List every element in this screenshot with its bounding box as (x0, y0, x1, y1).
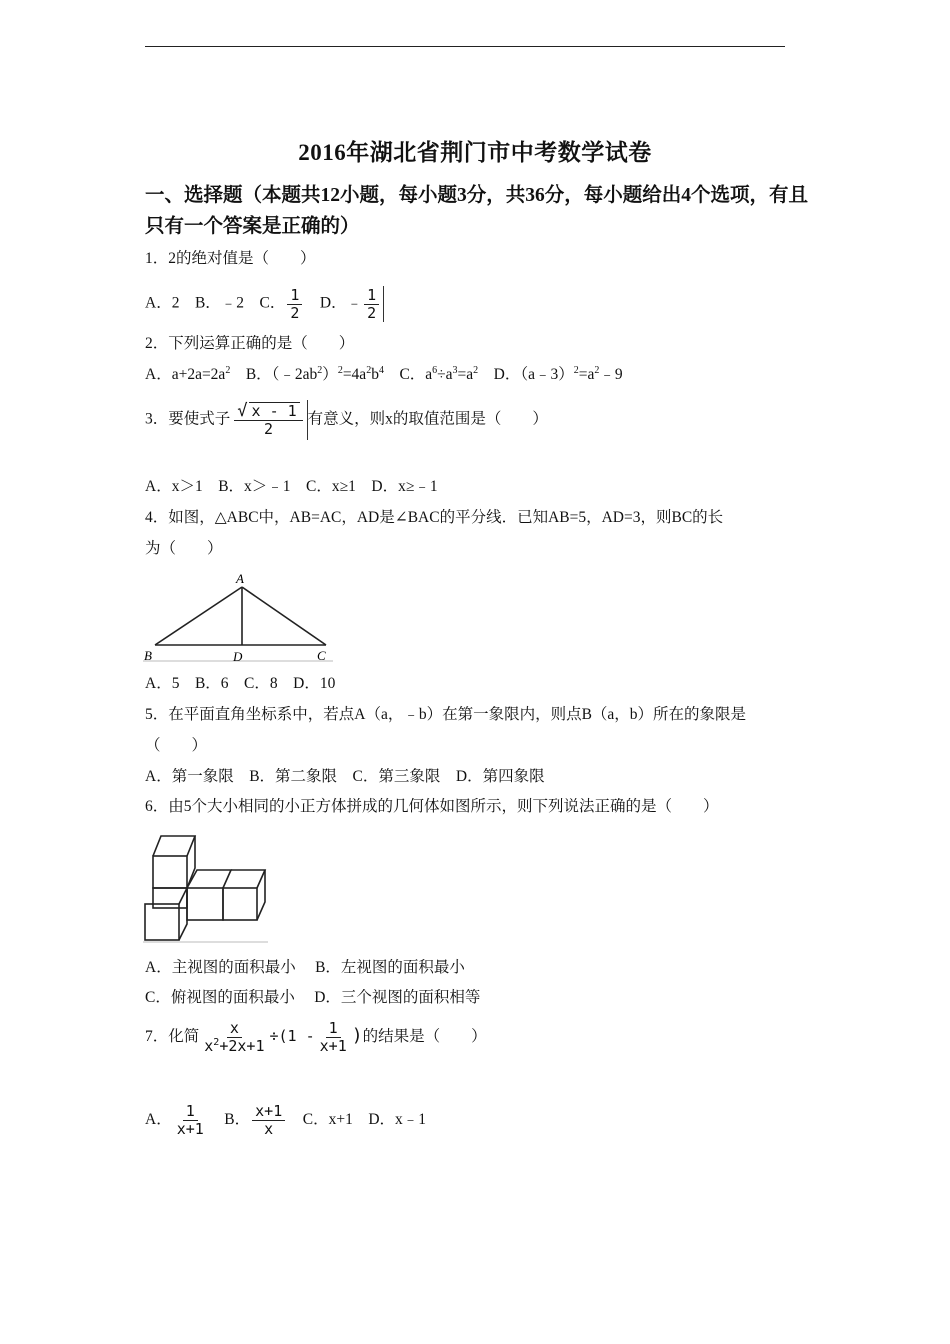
q1-option-d: D．﹣ (304, 294, 363, 312)
fraction-denominator: x+1 (176, 1120, 204, 1138)
fraction-numerator: x (227, 1020, 242, 1038)
cube-bottom-side (179, 888, 187, 940)
q4-stem-line1: 4．如图，△ABC中，AB=AC，AD是∠BAC的平分线．已知AB=5，AD=3，则BC的长 (145, 509, 724, 526)
text-fragment: b (371, 366, 379, 383)
q1-stem: 1．2的绝对值是（ ） (145, 250, 316, 267)
page-title: 2016年湖北省荆门市中考数学试卷 (298, 140, 652, 165)
exponent: 2 (337, 365, 343, 376)
text-fragment: x (204, 1037, 214, 1055)
cube-right-2-front (223, 888, 257, 920)
exponent: 2 (473, 365, 479, 376)
fraction-numerator: x+1 (252, 1103, 285, 1121)
vertex-label-a: A (236, 571, 244, 586)
exponent: 2 (573, 365, 579, 376)
exponent: 2 (317, 365, 323, 376)
cube-right-2-top (231, 870, 265, 888)
q3-sqrt-fraction (234, 402, 302, 438)
crop-edge-line (383, 286, 384, 322)
division-expression: ÷(1 - (269, 1027, 315, 1046)
fraction-denominator: 2 (290, 303, 300, 322)
section-heading: 一、选择题（本题共12小题，每小题3分，共36分，每小题给出4个选项，有且只有一个答案是正确的） (145, 185, 809, 237)
fraction-numerator: 1 (326, 1020, 341, 1038)
q7-stem (145, 1020, 487, 1055)
text-fragment: ÷a (437, 366, 453, 383)
q7-options (145, 1103, 426, 1138)
fraction-denominator: 2 (367, 303, 377, 322)
exponent: 3 (452, 365, 458, 376)
fraction-denominator: x+1 (319, 1037, 347, 1055)
q7-stem-prefix: 7．化简 (145, 1028, 200, 1046)
q5-stem-line2: （ ） (145, 737, 208, 754)
q1-options (145, 286, 384, 322)
text-fragment: ） (322, 366, 338, 383)
q7-main-fraction (201, 1020, 267, 1055)
cube-right-1-front (187, 888, 223, 920)
q7-option-a-label: A． (145, 1111, 172, 1129)
q2-stem: 2．下列运算正确的是（ ） (145, 335, 355, 352)
q2-option-c: C．a (383, 366, 433, 383)
q1-options-text: A．2 B．﹣2 C． (145, 294, 286, 312)
q6-options-line1: A．主视图的面积最小 B．左视图的面积最小 (145, 959, 465, 976)
cube-bottom-front (145, 904, 179, 940)
q7-stem-suffix: 的结果是（ ） (362, 1028, 487, 1046)
text-fragment: +2x+1 (219, 1037, 265, 1055)
fraction-numerator: 1 (364, 287, 379, 305)
q5-stem-line1: 5．在平面直角坐标系中，若点A（a，﹣b）在第一象限内，则点B（a，b）所在的象限是 (145, 706, 747, 723)
q7-options-cd: C．x+1 D．x﹣1 (287, 1111, 427, 1129)
q2-option-d: D．（a﹣3） (478, 366, 574, 383)
q5-options: A．第一象限 B．第二象限 C．第三象限 D．第四象限 (145, 768, 545, 785)
q4-stem-line2: 为（ ） (145, 540, 223, 557)
q2-option-a: A．a+2a=2a (145, 366, 226, 383)
close-paren: ) (351, 1025, 363, 1047)
q7-option-b-label: B． (208, 1111, 251, 1129)
side-ab (155, 587, 242, 645)
q3-options: A．x＞1 B．x＞﹣1 C．x≥1 D．x≥﹣1 (145, 478, 438, 495)
q2-option-b: B．（﹣2ab (230, 366, 318, 383)
exponent: 2 (213, 1037, 220, 1048)
exponent: 2 (366, 365, 372, 376)
q4-options: A．5 B．6 C．8 D．10 (145, 675, 336, 692)
radical-sign: √ (237, 401, 248, 421)
sqrt-numerator (234, 402, 302, 421)
side-ac (242, 587, 326, 645)
q6-options-line2: C．俯视图的面积最小 D．三个视图的面积相等 (145, 989, 481, 1006)
header-rule (145, 46, 785, 47)
text-fragment: =a (457, 366, 474, 383)
q7-option-b-fraction (252, 1103, 285, 1138)
q1-fraction-c (287, 287, 302, 322)
text-fragment: ﹣9 (599, 366, 623, 383)
q2-options (145, 365, 623, 385)
fraction-denominator (201, 1038, 267, 1055)
radicand: x - 1 (249, 402, 300, 420)
point-label-d: D (233, 649, 243, 664)
q3-stem (145, 400, 548, 440)
text-fragment: =4a (342, 366, 367, 383)
fraction-denominator: 2 (263, 420, 273, 438)
exponent: 4 (378, 365, 384, 376)
fraction-denominator: x (264, 1120, 274, 1138)
fraction-numerator: 1 (287, 287, 302, 305)
cube-top-topface (153, 836, 195, 856)
q7-inner-fraction (317, 1020, 350, 1055)
q1-fraction-d (364, 287, 379, 322)
q7-option-a-fraction (174, 1103, 207, 1138)
fraction-numerator: 1 (183, 1103, 198, 1121)
exponent: 2 (594, 365, 600, 376)
exponent: 6 (432, 365, 438, 376)
q3-stem-suffix: 有意义，则x的取值范围是（ ） (307, 410, 548, 428)
text-fragment: =a (578, 366, 595, 383)
q6-stem: 6．由5个大小相同的小正方体拼成的几何体如图所示，则下列说法正确的是（ ） (145, 798, 719, 815)
vertex-label-c: C (317, 648, 326, 663)
q3-stem-prefix: 3．要使式子 (145, 410, 231, 428)
cube-top-front (153, 856, 187, 888)
cube-stack-figure (143, 832, 268, 944)
triangle-abc-figure (143, 569, 333, 664)
vertex-label-b: B (144, 648, 152, 663)
exponent: 2 (225, 365, 231, 376)
